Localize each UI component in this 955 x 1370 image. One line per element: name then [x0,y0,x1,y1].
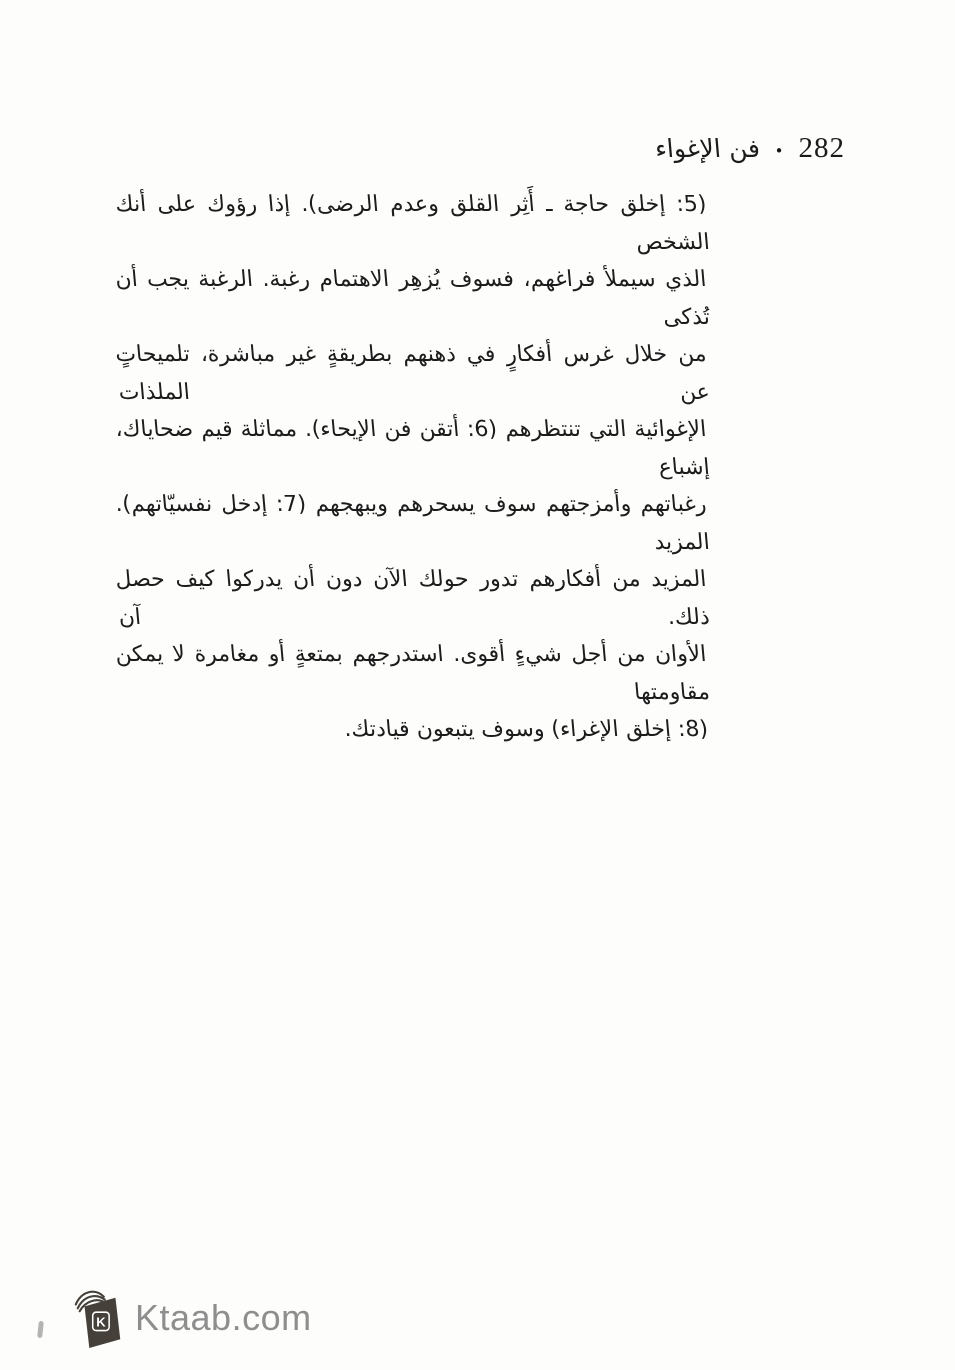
page-header [655,131,845,166]
text-line: رغباتهم وأمزجتهم سوف يسحرهم ويبهجهم (7: إدخل نفسيّاتهم). المزيد [114,492,711,555]
bullet-separator-icon: • [774,141,784,160]
text-line: (5: إخلق حاجة ـ أَثِر القلق وعدم الرضى). إذا رؤوك على أنك الشخص [114,192,711,255]
text-line: من خلال غرس أفكارٍ في ذهنهم بطريقةٍ غير مباشرة، تلميحاتٍ عن الملذات [114,342,711,405]
open-book-icon [70,1284,128,1352]
brand-name: Ktaab.com [135,1297,312,1338]
logo-letter: K [96,1314,106,1330]
book-title: فن الإغواء [653,134,761,163]
text-line: الإغوائية التي تنتظرهم (6: أتقن فن الإيحاء). مماثلة قيم ضحاياك، إشباع [114,417,711,480]
text-line: الذي سيملأ فراغهم، فسوف يُزهِر الاهتمام رغبة. الرغبة يجب أن تُذكى [114,267,711,330]
page-number: 282 [798,132,845,164]
text-line: المزيد من أفكارهم تدور حولك الآن دون أن يدركوا كيف حصل ذلك. آن [114,567,711,630]
text-line-last: (8: إخلق الإغراء) وسوف يتبعون قيادتك. [343,717,710,742]
scan-artifact [37,1321,44,1338]
body-paragraph [114,186,711,749]
ktaab-logo [70,1284,312,1352]
text-line: الأوان من أجل شيءٍ أقوى. استدرجهم بمتعةٍ أو مغامرة لا يمكن مقاومتها [114,642,711,705]
